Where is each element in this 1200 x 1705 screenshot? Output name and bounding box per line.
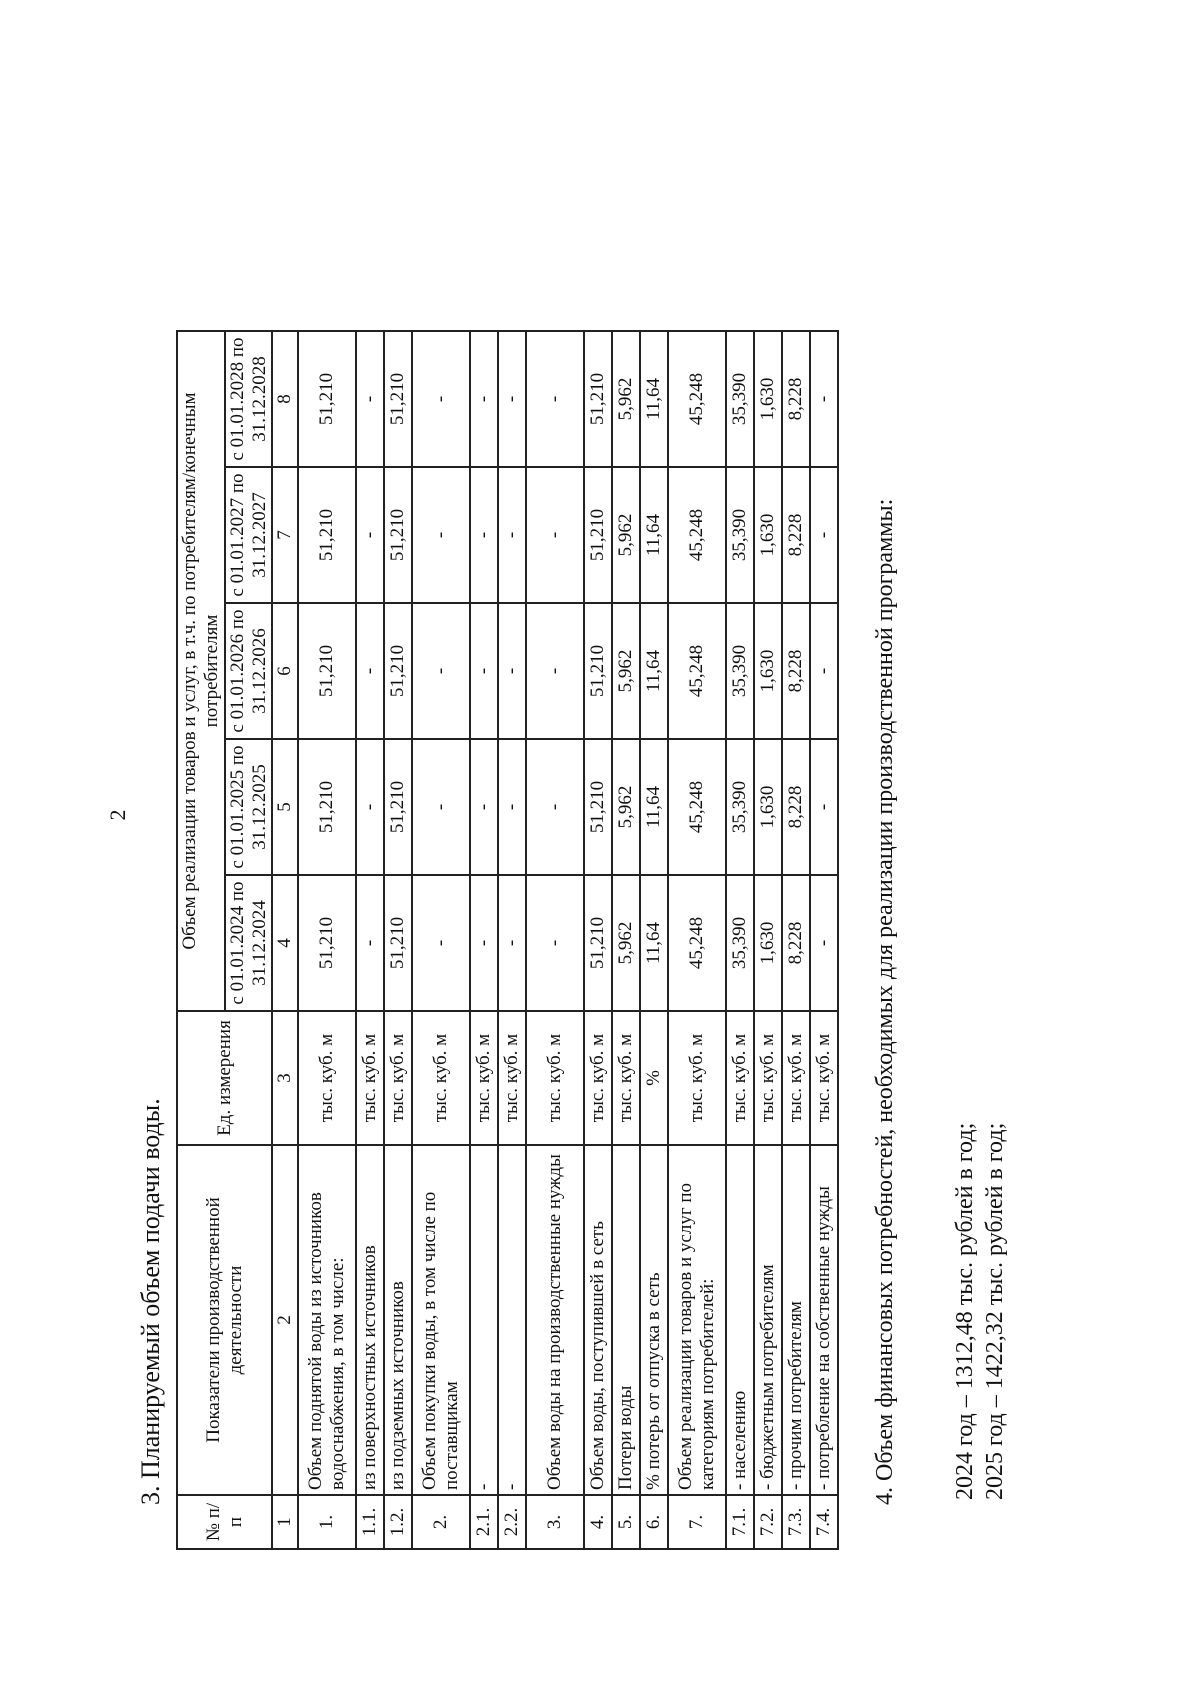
row-value-2028: 35,390 bbox=[726, 331, 754, 467]
row-value-2027: 5,962 bbox=[612, 467, 640, 603]
row-indicator: - бюджетным потребителям bbox=[754, 1145, 782, 1495]
row-value-2027: - bbox=[498, 467, 526, 603]
table-row bbox=[726, 331, 754, 1549]
row-value-2024: 45,248 bbox=[668, 875, 726, 1011]
header-period-2026: с 01.01.2026 по 31.12.2026 bbox=[225, 603, 273, 739]
column-number: 7 bbox=[272, 467, 298, 603]
section-4-heading: 4. Объем финансовых потребностей, необходимых для реализации производственной программы: bbox=[872, 498, 898, 1505]
water-supply-table bbox=[176, 330, 839, 1550]
row-value-2026: 51,210 bbox=[384, 603, 412, 739]
row-unit: тыс. куб. м bbox=[754, 1011, 782, 1145]
row-value-2025: 45,248 bbox=[668, 739, 726, 875]
row-value-2028: 5,962 bbox=[612, 331, 640, 467]
row-value-2025: - bbox=[810, 739, 838, 875]
row-value-2028: 8,228 bbox=[782, 331, 810, 467]
row-value-2024: 5,962 bbox=[612, 875, 640, 1011]
financial-needs-list bbox=[950, 1123, 1010, 1500]
row-value-2027: - bbox=[356, 467, 384, 603]
row-value-2027: 51,210 bbox=[584, 467, 612, 603]
row-unit: тыс. куб. м bbox=[668, 1011, 726, 1145]
row-value-2027: 11,64 bbox=[640, 467, 668, 603]
row-value-2024: - bbox=[412, 875, 470, 1011]
row-value-2026: 45,248 bbox=[668, 603, 726, 739]
row-indicator: из поверхностных источников bbox=[356, 1145, 384, 1495]
row-value-2027: 45,248 bbox=[668, 467, 726, 603]
row-value-2026: - bbox=[356, 603, 384, 739]
table-row bbox=[584, 331, 612, 1549]
row-unit: тыс. куб. м bbox=[782, 1011, 810, 1145]
row-value-2026: 51,210 bbox=[298, 603, 356, 739]
header-period-2028: с 01.01.2028 по 31.12.2028 bbox=[225, 331, 273, 467]
row-value-2028: 45,248 bbox=[668, 331, 726, 467]
row-unit: тыс. куб. м bbox=[298, 1011, 356, 1145]
row-number: 2.1. bbox=[470, 1495, 498, 1549]
row-value-2027: 1,630 bbox=[754, 467, 782, 603]
row-unit: тыс. куб. м bbox=[726, 1011, 754, 1145]
row-value-2026: 35,390 bbox=[726, 603, 754, 739]
table-row bbox=[412, 331, 470, 1549]
row-value-2024: 51,210 bbox=[384, 875, 412, 1011]
row-number: 7.1. bbox=[726, 1495, 754, 1549]
row-unit: тыс. куб. м bbox=[526, 1011, 584, 1145]
financial-need-2025: 2025 год – 1422,32 тыс. рублей в год; bbox=[982, 1122, 1008, 1500]
row-unit: тыс. куб. м bbox=[810, 1011, 838, 1145]
row-value-2024: 8,228 bbox=[782, 875, 810, 1011]
row-value-2028: 1,630 bbox=[754, 331, 782, 467]
row-value-2025: 8,228 bbox=[782, 739, 810, 875]
row-value-2024: - bbox=[498, 875, 526, 1011]
header-period-2025: с 01.01.2025 по 31.12.2025 bbox=[225, 739, 273, 875]
row-unit: тыс. куб. м bbox=[356, 1011, 384, 1145]
row-value-2024: 1,630 bbox=[754, 875, 782, 1011]
row-value-2024: 51,210 bbox=[298, 875, 356, 1011]
column-number: 8 bbox=[272, 331, 298, 467]
column-number: 4 bbox=[272, 875, 298, 1011]
row-value-2025: 51,210 bbox=[584, 739, 612, 875]
column-number: 6 bbox=[272, 603, 298, 739]
row-value-2026: - bbox=[810, 603, 838, 739]
row-value-2025: 5,962 bbox=[612, 739, 640, 875]
row-number: 3. bbox=[526, 1495, 584, 1549]
row-number: 2. bbox=[412, 1495, 470, 1549]
header-num: № п/п bbox=[177, 1495, 272, 1549]
row-value-2025: 35,390 bbox=[726, 739, 754, 875]
row-unit: тыс. куб. м bbox=[470, 1011, 498, 1145]
table-row bbox=[782, 331, 810, 1549]
row-indicator: Объем воды, поступившей в сеть bbox=[584, 1145, 612, 1495]
row-value-2027: - bbox=[412, 467, 470, 603]
row-indicator: Объем воды на производственные нужды bbox=[526, 1145, 584, 1495]
column-number: 1 bbox=[272, 1495, 298, 1549]
table-row bbox=[612, 331, 640, 1549]
row-value-2026: 5,962 bbox=[612, 603, 640, 739]
row-value-2028: - bbox=[470, 331, 498, 467]
row-value-2028: 51,210 bbox=[384, 331, 412, 467]
row-value-2028: - bbox=[412, 331, 470, 467]
row-unit: тыс. куб. м bbox=[384, 1011, 412, 1145]
row-indicator: из подземных источников bbox=[384, 1145, 412, 1495]
row-number: 1. bbox=[298, 1495, 356, 1549]
row-value-2024: - bbox=[356, 875, 384, 1011]
row-value-2026: 11,64 bbox=[640, 603, 668, 739]
row-value-2024: - bbox=[526, 875, 584, 1011]
row-number: 5. bbox=[612, 1495, 640, 1549]
table-row bbox=[668, 331, 726, 1549]
row-value-2027: 51,210 bbox=[384, 467, 412, 603]
row-value-2028: - bbox=[526, 331, 584, 467]
row-indicator: - населению bbox=[726, 1145, 754, 1495]
row-value-2025: - bbox=[412, 739, 470, 875]
row-indicator: - bbox=[498, 1145, 526, 1495]
row-value-2024: - bbox=[470, 875, 498, 1011]
row-indicator: - прочим потребителям bbox=[782, 1145, 810, 1495]
row-number: 7.2. bbox=[754, 1495, 782, 1549]
row-value-2026: 51,210 bbox=[584, 603, 612, 739]
table-row bbox=[526, 331, 584, 1549]
row-value-2025: 11,64 bbox=[640, 739, 668, 875]
row-number: 7.4. bbox=[810, 1495, 838, 1549]
table-row bbox=[356, 331, 384, 1549]
table-row bbox=[384, 331, 412, 1549]
row-value-2024: 11,64 bbox=[640, 875, 668, 1011]
row-value-2024: - bbox=[810, 875, 838, 1011]
header-period-2024: с 01.01.2024 по 31.12.2024 bbox=[225, 875, 273, 1011]
row-value-2028: 11,64 bbox=[640, 331, 668, 467]
table-row bbox=[640, 331, 668, 1549]
row-value-2026: - bbox=[498, 603, 526, 739]
table-row bbox=[470, 331, 498, 1549]
row-unit: % bbox=[640, 1011, 668, 1145]
row-value-2025: - bbox=[498, 739, 526, 875]
row-indicator: - потребление на собственные нужды bbox=[810, 1145, 838, 1495]
column-number-row bbox=[272, 331, 298, 1549]
row-indicator: Объем покупки воды, в том числе по поставщикам bbox=[412, 1145, 470, 1495]
row-unit: тыс. куб. м bbox=[584, 1011, 612, 1145]
row-value-2025: - bbox=[356, 739, 384, 875]
table-row bbox=[810, 331, 838, 1549]
row-value-2024: 51,210 bbox=[584, 875, 612, 1011]
row-value-2026: - bbox=[412, 603, 470, 739]
header-unit: Ед. измерения bbox=[177, 1011, 272, 1145]
table-row bbox=[754, 331, 782, 1549]
row-value-2027: - bbox=[810, 467, 838, 603]
row-value-2028: - bbox=[498, 331, 526, 467]
row-number: 1.2. bbox=[384, 1495, 412, 1549]
row-number: 6. bbox=[640, 1495, 668, 1549]
row-number: 7. bbox=[668, 1495, 726, 1549]
column-number: 3 bbox=[272, 1011, 298, 1145]
table-row bbox=[498, 331, 526, 1549]
row-value-2026: 1,630 bbox=[754, 603, 782, 739]
header-group: Объем реализации товаров и услуг, в т.ч. по потребителям/конечным потребителям bbox=[177, 331, 225, 1011]
row-value-2026: - bbox=[470, 603, 498, 739]
row-number: 7.3. bbox=[782, 1495, 810, 1549]
column-number: 5 bbox=[272, 739, 298, 875]
page-number: 2 bbox=[105, 809, 130, 821]
row-value-2027: - bbox=[526, 467, 584, 603]
row-value-2025: - bbox=[470, 739, 498, 875]
row-value-2027: - bbox=[470, 467, 498, 603]
row-value-2028: - bbox=[356, 331, 384, 467]
row-number: 2.2. bbox=[498, 1495, 526, 1549]
row-unit: тыс. куб. м bbox=[612, 1011, 640, 1145]
row-value-2025: 51,210 bbox=[384, 739, 412, 875]
row-value-2025: 51,210 bbox=[298, 739, 356, 875]
row-value-2026: 8,228 bbox=[782, 603, 810, 739]
water-supply-table-container bbox=[176, 330, 839, 1550]
row-indicator: % потерь от отпуска в сеть bbox=[640, 1145, 668, 1495]
row-value-2027: 51,210 bbox=[298, 467, 356, 603]
row-value-2024: 35,390 bbox=[726, 875, 754, 1011]
row-value-2028: 51,210 bbox=[584, 331, 612, 467]
row-value-2026: - bbox=[526, 603, 584, 739]
row-indicator: Потери воды bbox=[612, 1145, 640, 1495]
row-unit: тыс. куб. м bbox=[412, 1011, 470, 1145]
financial-need-2024: 2024 год – 1312,48 тыс. рублей в год; bbox=[952, 1122, 978, 1500]
row-indicator: Объем реализации товаров и услуг по категориям потребителей: bbox=[668, 1145, 726, 1495]
row-indicator: Объем поднятой воды из источников водоснабжения, в том числе: bbox=[298, 1145, 356, 1495]
row-unit: тыс. куб. м bbox=[498, 1011, 526, 1145]
column-number: 2 bbox=[272, 1145, 298, 1495]
header-period-2027: с 01.01.2027 по 31.12.2027 bbox=[225, 467, 273, 603]
row-value-2027: 35,390 bbox=[726, 467, 754, 603]
table-row bbox=[298, 331, 356, 1549]
row-value-2025: 1,630 bbox=[754, 739, 782, 875]
row-number: 4. bbox=[584, 1495, 612, 1549]
row-value-2028: 51,210 bbox=[298, 331, 356, 467]
row-value-2028: - bbox=[810, 331, 838, 467]
row-indicator: - bbox=[470, 1145, 498, 1495]
row-value-2025: - bbox=[526, 739, 584, 875]
row-number: 1.1. bbox=[356, 1495, 384, 1549]
section-3-heading: 3. Планируемый объем подачи воды. bbox=[136, 1098, 165, 1505]
row-value-2027: 8,228 bbox=[782, 467, 810, 603]
header-indicator: Показатели производственной деятельности bbox=[177, 1145, 272, 1495]
